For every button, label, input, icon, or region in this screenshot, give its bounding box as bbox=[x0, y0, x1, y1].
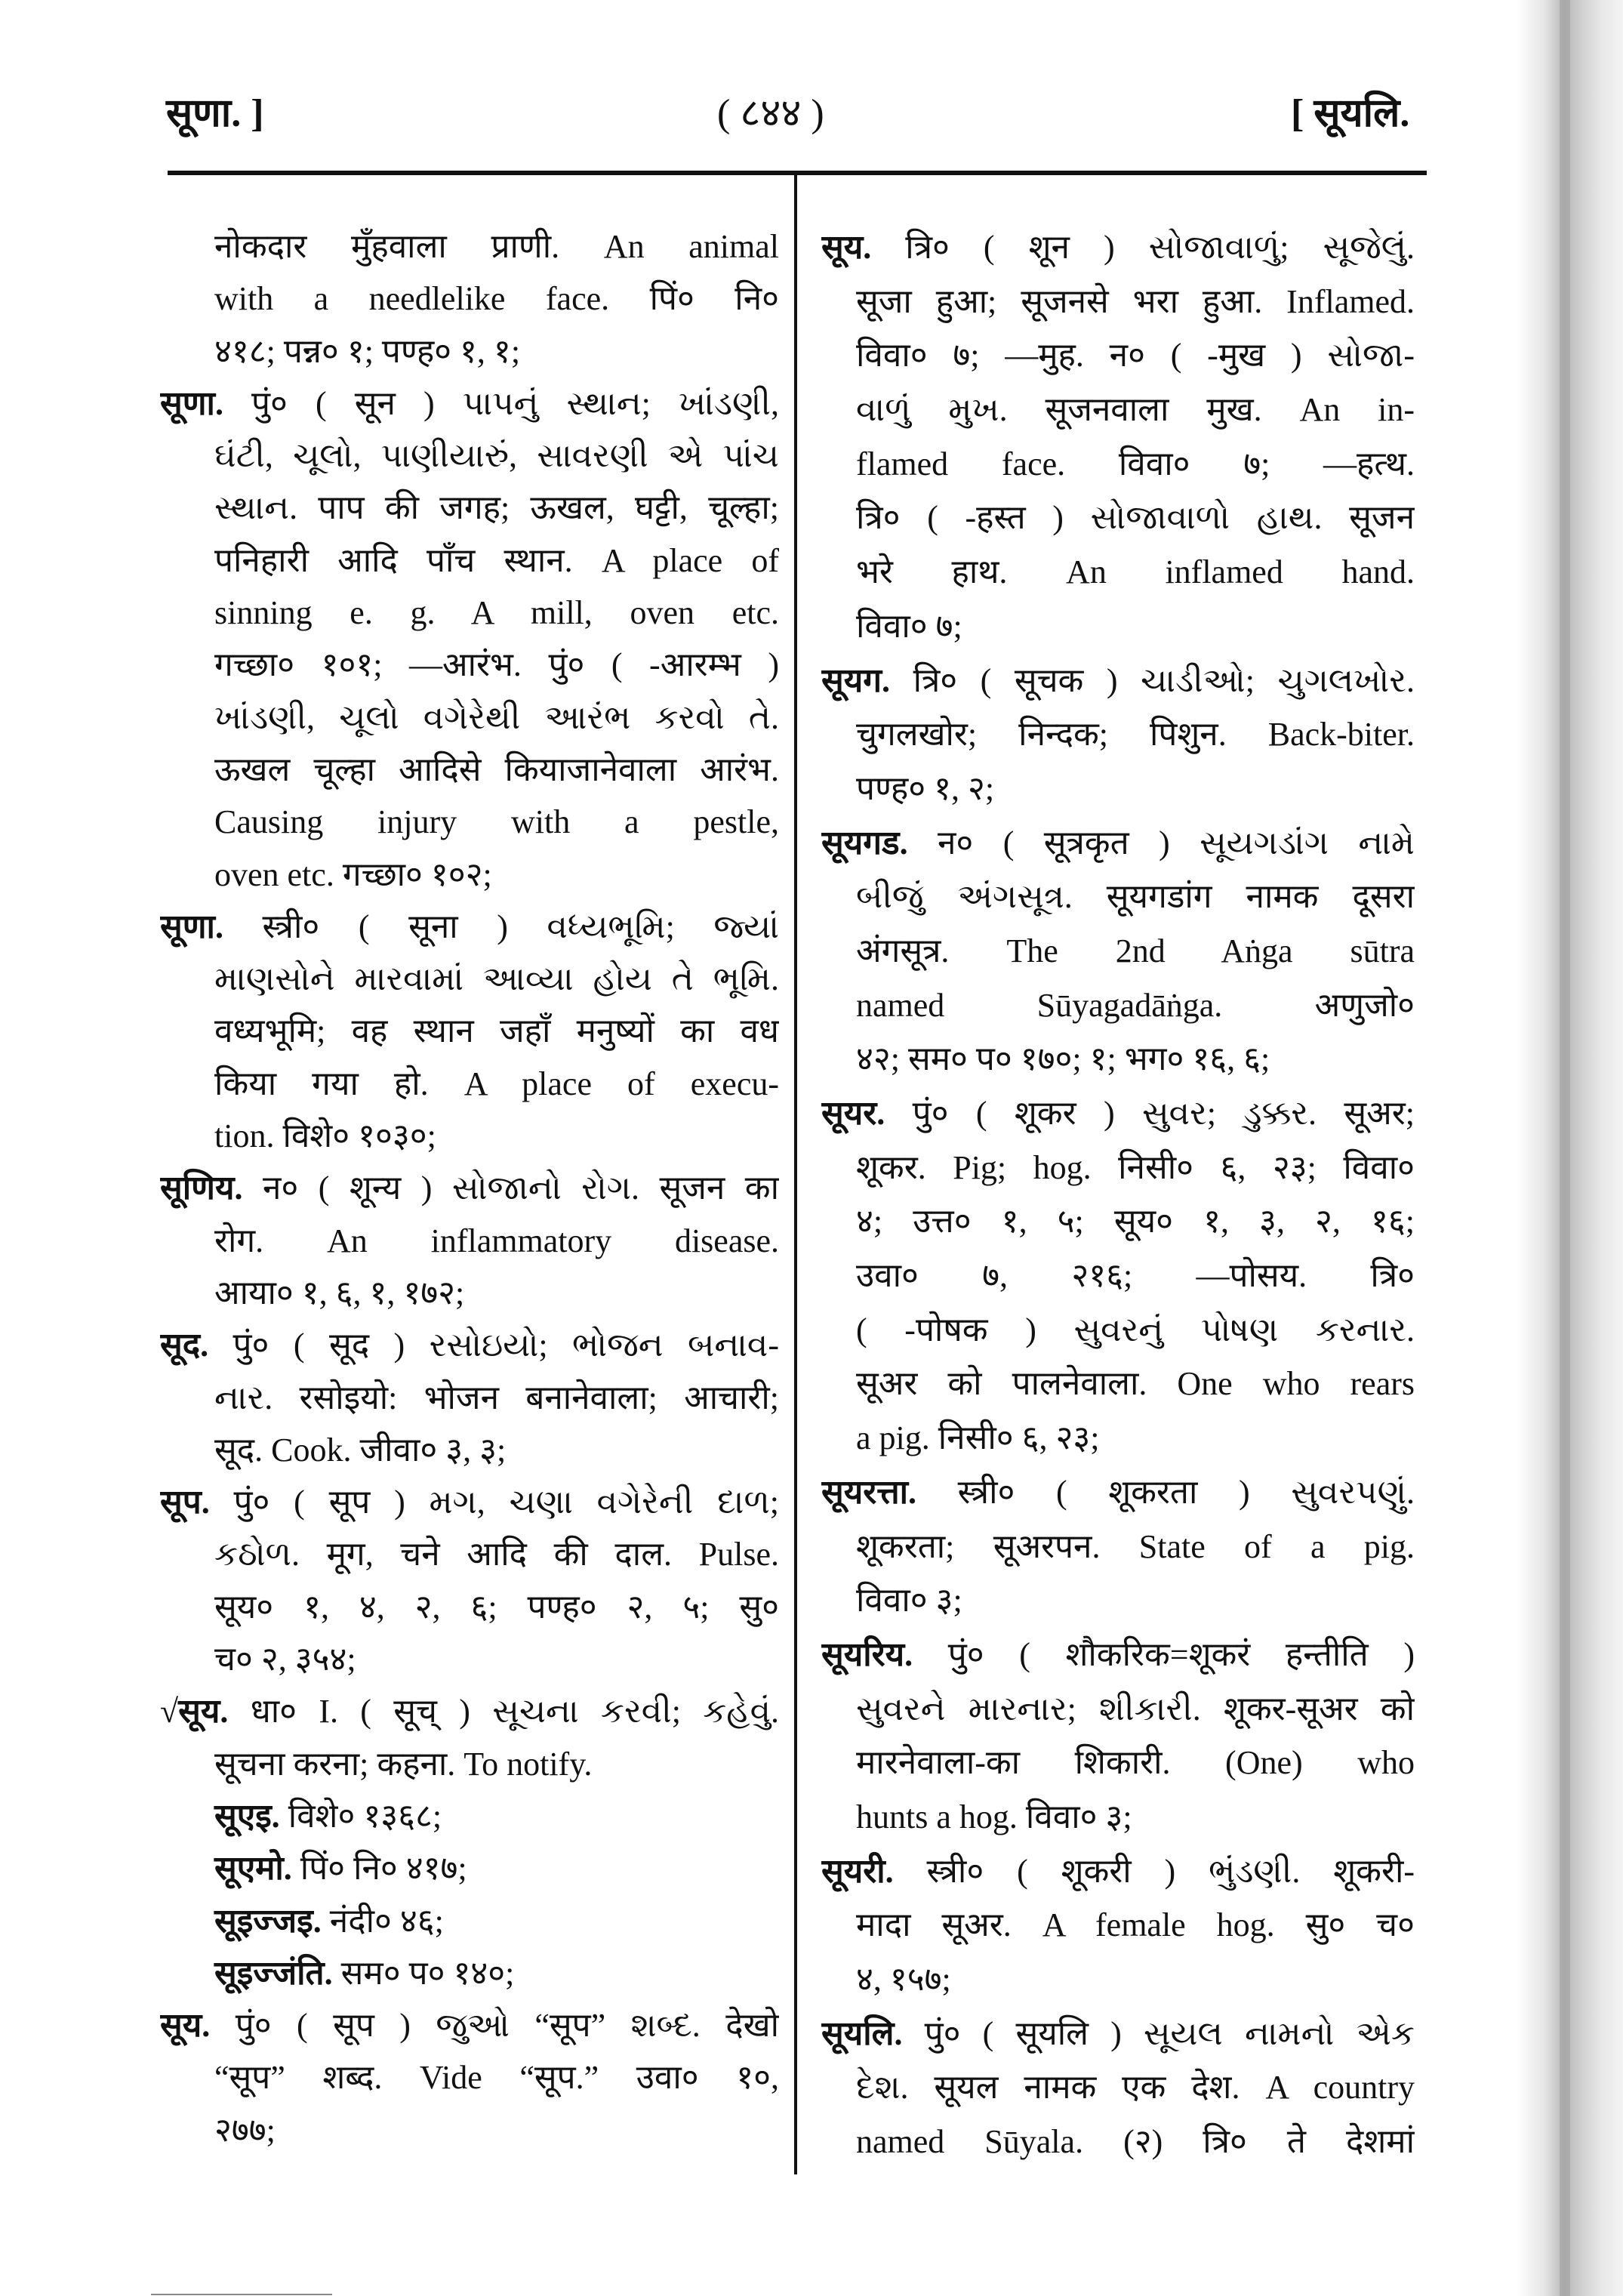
headword: सूप. bbox=[160, 1484, 210, 1521]
definition-text: विशे० १३६८; bbox=[279, 1797, 442, 1835]
definition-text: ४१८; पन्न० १; पण्ह० १, १; bbox=[214, 332, 521, 370]
entry-line bbox=[821, 654, 1415, 708]
entry-line bbox=[160, 1685, 779, 1737]
text-line bbox=[160, 2051, 779, 2103]
definition-text: आया० १, ६, १, १७२; bbox=[214, 1274, 465, 1311]
definition-text: flamed face. विवा० ७; —हत्थ. bbox=[856, 445, 1415, 482]
definition-text: त्रि० ( सूचक ) ચાડીઓ; ચુગલખોર. bbox=[890, 661, 1415, 699]
entry-line bbox=[160, 1162, 779, 1214]
header-rule bbox=[168, 171, 1427, 175]
definition-text: किया गया हो. A place of execu- bbox=[214, 1065, 779, 1102]
entry-line bbox=[160, 1999, 779, 2051]
text-line bbox=[821, 978, 1415, 1033]
text-line bbox=[160, 849, 779, 901]
text-line bbox=[821, 707, 1415, 762]
headword: सूइज्जंति. bbox=[214, 1954, 333, 1992]
definition-text: त्रि० ( -हस्त ) સોજાવાળો હાથ. सूजन bbox=[856, 499, 1415, 537]
headword: सूय. bbox=[160, 2007, 211, 2045]
text-line bbox=[160, 482, 779, 534]
definition-text: मादा सूअर. A female hog. सु० च० bbox=[856, 1906, 1415, 1944]
scan-edge-shadow bbox=[1517, 0, 1623, 2296]
definition-text: सूजा हुआ; सूजनसे भरा हुआ. Inflamed. bbox=[856, 282, 1415, 320]
definition-text: उवा० ७, २१६; —पोसय. त्रि० bbox=[856, 1257, 1415, 1295]
definition-text: tion. विशे० १०३०; bbox=[214, 1117, 436, 1155]
definition-text: hunts a hog. विवा० ३; bbox=[856, 1798, 1132, 1835]
definition-text: चुगलखोर; निन्दक; पिशुन. Back-biter. bbox=[856, 716, 1415, 754]
text-line bbox=[160, 220, 779, 273]
definition-text: पुं० ( शौकरिक=शूकरं हन्तीति ) bbox=[913, 1635, 1415, 1673]
definition-text: वध्यभूमि; वह स्थान जहाँ मनुष्यों का वध bbox=[214, 1012, 779, 1050]
text-line bbox=[160, 325, 779, 378]
entry-line bbox=[160, 901, 779, 953]
text-line bbox=[821, 491, 1415, 545]
text-line bbox=[821, 870, 1415, 924]
definition-text: त्रि० ( शून ) સોજાવાળું; સૂજેલું. bbox=[871, 229, 1415, 266]
entry-line bbox=[821, 816, 1415, 871]
text-line bbox=[160, 430, 779, 482]
headword: सूणा. bbox=[160, 384, 223, 422]
headword: सूणिय. bbox=[160, 1170, 243, 1207]
entry-line bbox=[160, 1319, 779, 1371]
entry-line bbox=[160, 1476, 779, 1528]
text-line bbox=[821, 1898, 1415, 1952]
entry-line bbox=[821, 1628, 1415, 1682]
definition-text: पुं० ( सूप ) જુઓ “सूप” શબ્દ. देखो bbox=[210, 2007, 779, 2045]
definition-text: “सूप” शब्द. Vide “सूप.” उवा० १०, bbox=[214, 2059, 779, 2097]
entry-line bbox=[821, 1845, 1415, 1899]
text-line bbox=[160, 1581, 779, 1633]
text-line bbox=[821, 599, 1415, 654]
definition-text: विवा० ३; bbox=[856, 1582, 962, 1620]
text-line bbox=[160, 1424, 779, 1476]
text-line bbox=[821, 328, 1415, 383]
definition-text: धा० I. ( सूच् ) સૂચના કરવી; કહેવું. bbox=[228, 1693, 779, 1730]
definition-text: ४; उत्त० १, ५; सूय० १, ३, २, १६; bbox=[856, 1203, 1415, 1240]
text-line bbox=[160, 273, 779, 325]
definition-text: न० ( शून्य ) સોજાનો રોગ. सूजन का bbox=[242, 1170, 779, 1207]
text-line bbox=[821, 1573, 1415, 1628]
text-line bbox=[821, 545, 1415, 599]
entry-line bbox=[160, 1842, 779, 1894]
definition-text: गच्छा० १०१; —आरंभ. पुं० ( -आरम्भ ) bbox=[214, 646, 779, 684]
definition-text: ( -पोषक ) સુવરનું પોષણ કરનાર. bbox=[856, 1311, 1415, 1348]
text-line bbox=[821, 1249, 1415, 1303]
definition-text: पुं० ( शूकर ) સુવર; ડુક્કર. सूअर; bbox=[885, 1095, 1415, 1132]
text-line bbox=[160, 1372, 779, 1424]
definition-text: भरे हाथ. An inflamed hand. bbox=[856, 553, 1415, 591]
headword: सूयरत्ता. bbox=[821, 1473, 917, 1511]
definition-text: named Sūyala. (२) त्रि० ते देशमां bbox=[856, 2123, 1415, 2161]
definition-text: पुं० ( सूप ) મગ, ચણા વગેરેની દાળ; bbox=[209, 1484, 779, 1521]
definition-text: पनिहारी आदि पाँच स्थान. A place of bbox=[214, 541, 779, 579]
headword: सूएइ. bbox=[214, 1797, 280, 1835]
definition-text: named Sūyagadāṅga. अणुजो० bbox=[856, 986, 1415, 1024]
text-line bbox=[160, 1633, 779, 1685]
definition-text: સુવરને મારનાર; શીકારી. शूकर-सूअर को bbox=[856, 1690, 1415, 1727]
definition-text: पुं० ( सूद ) રસોઇયો; ભોજન બનાવ- bbox=[208, 1327, 779, 1364]
definition-text: sinning e. g. A mill, oven etc. bbox=[214, 594, 779, 632]
definition-text: पण्ह० १, २; bbox=[856, 769, 995, 807]
definition-text: पुं० ( सून ) પાપનું સ્થાન; ખાંડણી, bbox=[223, 384, 779, 422]
text-line bbox=[821, 383, 1415, 437]
headword: सूइज्जइ. bbox=[214, 1902, 322, 1940]
entry-line bbox=[821, 220, 1415, 275]
definition-text: अंगसूत्र. The 2nd Aṅga sūtra bbox=[856, 932, 1415, 969]
text-line bbox=[821, 1303, 1415, 1358]
headword: सूयगड. bbox=[821, 824, 908, 861]
definition-text: oven etc. गच्छा० १०२; bbox=[214, 855, 492, 893]
definition-text: a pig. निसी० ६, २३; bbox=[856, 1419, 1100, 1457]
text-line bbox=[160, 1267, 779, 1319]
definition-text: विवा० ७; bbox=[856, 607, 962, 645]
definition-text: स्त्री० ( शूकरता ) સુવરપણું. bbox=[916, 1473, 1415, 1511]
text-line bbox=[160, 1738, 779, 1790]
definition-text: पुं० ( सूयलि ) સૂયલ નામનો એક bbox=[902, 2014, 1415, 2052]
text-line bbox=[160, 692, 779, 744]
text-line bbox=[821, 924, 1415, 978]
text-line bbox=[160, 796, 779, 848]
text-line bbox=[160, 744, 779, 796]
definition-text: सम० प० १४०; bbox=[332, 1954, 515, 1992]
definition-text: मारनेवाला-का शिकारी. (One) who bbox=[856, 1744, 1415, 1782]
text-line bbox=[821, 1790, 1415, 1845]
definition-text: ઘંટી, ચૂલો, પાણીયારું, સાવરણી એ પાંચ bbox=[214, 437, 779, 475]
definition-text: વાળું મુખ. सूजनवाला मुख. An in- bbox=[856, 391, 1415, 429]
text-line bbox=[160, 1110, 779, 1162]
running-head-right: [ सूयलि. bbox=[1291, 92, 1410, 135]
definition-text: २७७; bbox=[214, 2111, 276, 2149]
footer-mark bbox=[151, 2294, 332, 2295]
definition-text: દેશ. सूयल नामक एक देश. A country bbox=[856, 2069, 1415, 2106]
text-line bbox=[160, 1005, 779, 1057]
definition-text: च० २, ३५४; bbox=[214, 1641, 356, 1678]
entry-line bbox=[821, 1465, 1415, 1520]
definition-text: नंदी० ४६; bbox=[321, 1902, 444, 1940]
text-line bbox=[821, 762, 1415, 816]
text-line bbox=[160, 2104, 779, 2156]
headword: सूयर. bbox=[821, 1095, 885, 1132]
definition-text: रोग. An inflammatory disease. bbox=[214, 1222, 779, 1259]
scan-edge-band bbox=[1560, 0, 1570, 2296]
definition-text: सूअर को पालनेवाला. One who rears bbox=[856, 1365, 1415, 1403]
definition-text: ખાંડણી, ચૂલો વગેરેથી આરંભ કરવો તે. bbox=[214, 698, 779, 736]
definition-text: स्त्री० ( सूना ) વધ્યભૂમિ; જ્યાં bbox=[223, 908, 779, 945]
text-line bbox=[821, 1682, 1415, 1737]
text-line bbox=[160, 1215, 779, 1267]
definition-text: નાર. रसोइयो: भोजन बनानेवाला; आचारी; bbox=[214, 1379, 779, 1416]
text-line bbox=[821, 1520, 1415, 1574]
text-line bbox=[821, 2115, 1415, 2169]
definition-text: पिं० नि० ४१७; bbox=[291, 1850, 467, 1888]
text-line bbox=[160, 1058, 779, 1110]
column-divider bbox=[794, 174, 797, 2174]
text-line bbox=[821, 1032, 1415, 1086]
headword: सूयलि. bbox=[821, 2014, 903, 2052]
text-line bbox=[821, 1736, 1415, 1790]
text-line bbox=[821, 1141, 1415, 1195]
entry-line bbox=[160, 378, 779, 430]
entry-line bbox=[821, 1086, 1415, 1141]
entry-line bbox=[160, 1947, 779, 1999]
definition-text: કઠોળ. मूग, चने आदि की दाल. Pulse. bbox=[214, 1536, 779, 1573]
headword: सूयग. bbox=[821, 661, 891, 699]
definition-text: शूकरता; सूअरपन. State of a pig. bbox=[856, 1527, 1415, 1565]
definition-text: ४२; सम० प० १७०; १; भग० १६, ६; bbox=[856, 1040, 1270, 1078]
definition-text: Causing injury with a pestle, bbox=[214, 803, 779, 841]
definition-text: सूचना करना; कहना. To notify. bbox=[214, 1745, 593, 1783]
text-line bbox=[821, 1194, 1415, 1249]
entry-line bbox=[160, 1790, 779, 1842]
definition-text: स्त्री० ( शूकरी ) ભુંડણી. शूकरी- bbox=[893, 1852, 1415, 1890]
running-head-left: सूणा. ] bbox=[166, 92, 264, 135]
right-column bbox=[821, 220, 1415, 2169]
text-line bbox=[821, 1357, 1415, 1411]
entry-line bbox=[160, 1895, 779, 1947]
definition-text: બીજું અંગસૂત્ર. सूयगडांग नामक दूसरा bbox=[856, 878, 1415, 916]
text-line bbox=[821, 1411, 1415, 1465]
text-line bbox=[160, 587, 779, 639]
definition-text: ४, १५७; bbox=[856, 1961, 951, 1998]
headword: √सूय. bbox=[160, 1693, 229, 1730]
definition-text: सूद. Cook. जीवा० ३, ३; bbox=[214, 1431, 507, 1469]
definition-text: with a needlelike face. पिं० नि० bbox=[214, 280, 779, 318]
headword: सूद. bbox=[160, 1327, 209, 1364]
definition-text: सूय० १, ४, २, ६; पण्ह० २, ५; सु० bbox=[214, 1588, 779, 1626]
text-line bbox=[821, 1952, 1415, 2007]
entry-line bbox=[821, 2007, 1415, 2061]
left-column bbox=[160, 220, 779, 2156]
definition-text: ऊखल चूल्हा आदिसे कियाजानेवाला आरंभ. bbox=[214, 750, 779, 788]
text-line bbox=[821, 2060, 1415, 2115]
text-line bbox=[160, 953, 779, 1005]
text-line bbox=[821, 437, 1415, 492]
page-number: ( ८४४ ) bbox=[717, 92, 824, 135]
definition-text: नोकदार मुँहवाला प्राणी. An animal bbox=[214, 228, 779, 265]
headword: सूएमो. bbox=[214, 1850, 292, 1888]
text-line bbox=[160, 639, 779, 691]
definition-text: शूकर. Pig; hog. निसी० ६, २३; विवा० bbox=[856, 1148, 1415, 1186]
headword: सूय. bbox=[821, 229, 872, 266]
text-line bbox=[160, 1528, 779, 1580]
headword: सूयरिय. bbox=[821, 1635, 913, 1673]
definition-text: માણસોને મારવામાં આવ્યા હોય તે ભૂમિ. bbox=[214, 960, 779, 998]
headword: सूयरी. bbox=[821, 1852, 894, 1890]
definition-text: સ્થાન. पाप की जगह; ऊखल, घट्टी, चूल्हा; bbox=[214, 489, 779, 527]
definition-text: विवा० ७; —मुह. न० ( -मुख ) સોજા- bbox=[856, 337, 1415, 374]
text-line bbox=[821, 275, 1415, 329]
definition-text: न० ( सूत्रकृत ) સૂયગડાંગ નામે bbox=[907, 824, 1415, 861]
text-line bbox=[160, 535, 779, 587]
headword: सूणा. bbox=[160, 908, 223, 945]
